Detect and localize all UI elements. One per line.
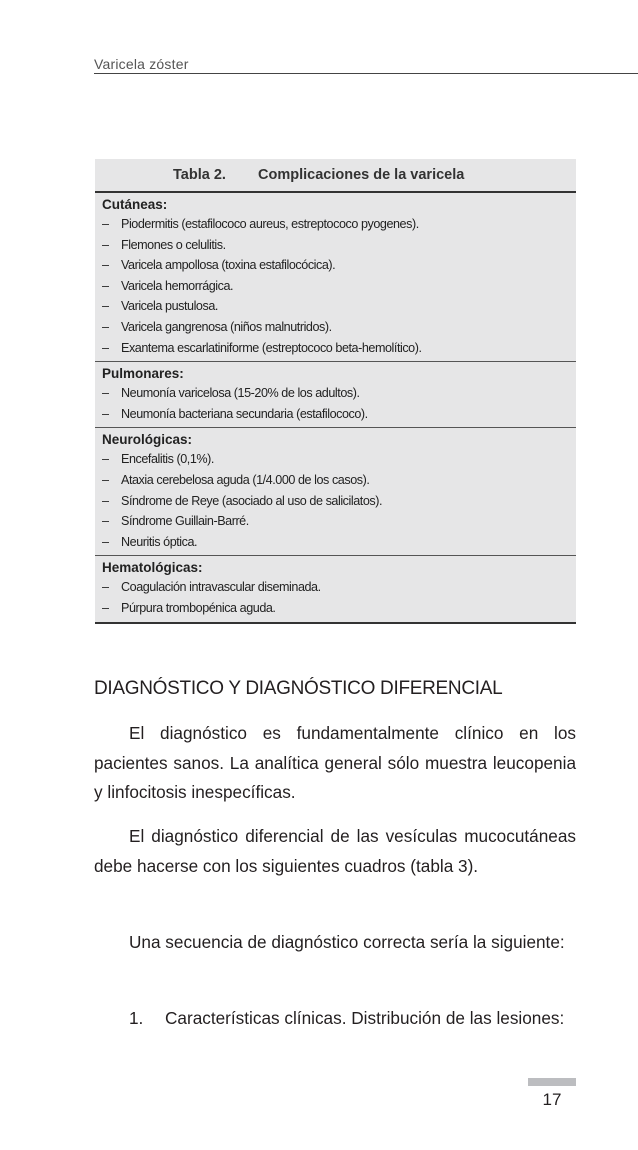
- table-list-item: – Neumonía bacteriana secundaria (estafilococo).: [102, 406, 368, 421]
- table-list-item: – Coagulación intravascular diseminada.: [102, 580, 321, 595]
- table-list-item: – Varicela gangrenosa (niños malnutridos).: [102, 319, 332, 334]
- table-title: Complicaciones de la varicela: [258, 167, 465, 183]
- table-section-neurologicas: [95, 428, 576, 556]
- table-list-item: – Púrpura trombopénica aguda.: [102, 600, 276, 615]
- table-list-item: – Flemones o celulitis.: [102, 237, 226, 252]
- paragraph: El diagnóstico diferencial de las vesículas mucocutáneas debe hacerse con los siguientes cuadros (tabla 3).: [94, 826, 576, 876]
- paragraph: Una secuencia de diagnóstico correcta sería la siguiente:: [129, 932, 565, 952]
- table-list-item: – Piodermitis (estafilococo aureus, estreptococo pyogenes).: [102, 217, 419, 231]
- table-list-item: – Neuritis óptica.: [102, 534, 198, 549]
- table-section-cutaneas: [95, 193, 576, 362]
- running-header: Varicela zóster: [94, 56, 189, 72]
- table-list-item: – Encefalitis (0,1%).: [102, 452, 214, 467]
- header-rule: [94, 73, 638, 74]
- table-section-hematologicas: [95, 556, 576, 623]
- table-list-item: – Varicela pustulosa.: [102, 299, 218, 314]
- table-list-item: – Neumonía varicelosa (15-20% de los adultos).: [102, 386, 360, 401]
- list-number: 1.: [129, 1008, 144, 1028]
- table-caption: [95, 159, 576, 193]
- table-list-item: – Síndrome de Reye (asociado al uso de salicilatos).: [102, 493, 383, 508]
- page-number: 17: [542, 1090, 562, 1109]
- table-list-item: – Varicela hemorrágica.: [102, 278, 234, 293]
- section-heading: Hematológicas:: [102, 560, 203, 576]
- footer-bar: [528, 1078, 576, 1086]
- section-heading: Pulmonares:: [102, 366, 184, 382]
- table-list-item: – Ataxia cerebelosa aguda (1/4.000 de los casos).: [102, 472, 370, 487]
- table-list-item: – Síndrome Guillain-Barré.: [102, 514, 249, 529]
- complications-table: [95, 159, 576, 624]
- section-heading: Cutáneas:: [102, 197, 168, 212]
- section-heading: Neurológicas:: [102, 432, 193, 448]
- table-number: Tabla 2.: [173, 167, 226, 183]
- table-list-item: – Varicela ampollosa (toxina estafilocócica).: [102, 258, 336, 273]
- table-section-pulmonares: [95, 362, 576, 428]
- section-title: DIAGNÓSTICO Y DIAGNÓSTICO DIFERENCIAL: [94, 678, 503, 699]
- list-text: Características clínicas. Distribución de las lesiones:: [165, 1008, 565, 1028]
- table-list-item: – Exantema escarlatiniforme (estreptococo beta-hemolítico).: [102, 340, 422, 355]
- paragraph: El diagnóstico es fundamentalmente clínico en los pacientes sanos. La analítica general sólo muestra leucopenia y linfocitosis inespecíficas.: [94, 723, 576, 802]
